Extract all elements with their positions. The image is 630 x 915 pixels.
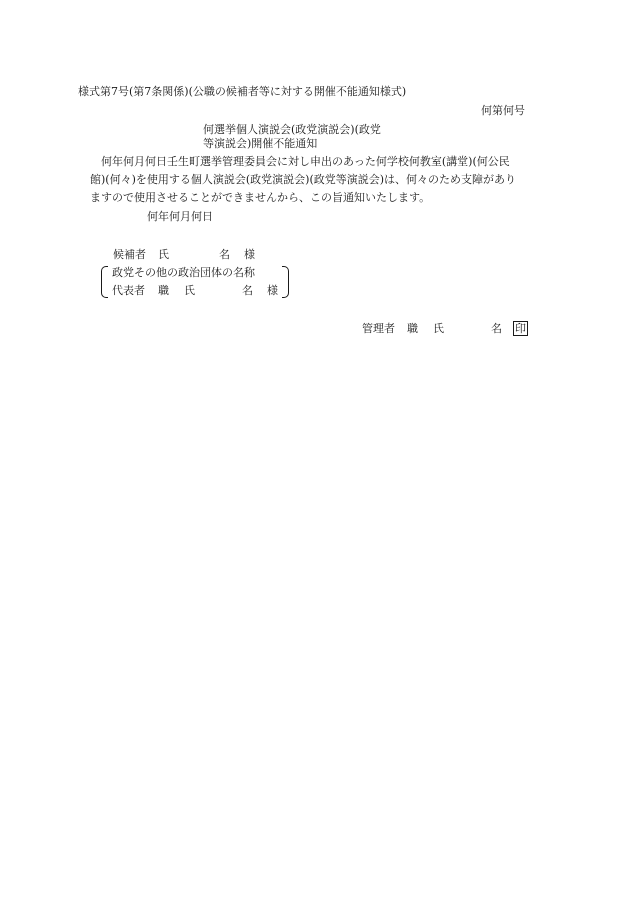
sender-given-name: 名	[491, 322, 502, 335]
representative-honorific: 様	[267, 284, 278, 297]
sender-family-name: 氏	[433, 322, 444, 335]
document-date: 何年何月何日	[147, 210, 213, 223]
organization-name: 政党その他の政治団体の名称	[112, 266, 255, 279]
candidate-given-name: 名	[219, 248, 230, 261]
left-bracket	[101, 266, 108, 298]
candidate-label: 候補者	[113, 248, 146, 261]
sender-title: 職	[407, 322, 418, 335]
subject-line-2: 等演説会)開催不能通知	[203, 137, 318, 150]
body-line-2: 館)(何々)を使用する個人演説会(政党演説会)(政党等演説会)は、何々のため支障があり	[90, 173, 517, 186]
representative-label: 代表者	[112, 284, 145, 297]
document-number: 何第何号	[481, 104, 525, 117]
representative-given-name: 名	[242, 284, 253, 297]
seal-stamp	[509, 321, 528, 336]
sender-label: 管理者	[362, 322, 395, 335]
candidate-honorific: 様	[244, 248, 255, 261]
seal-mark: 印	[515, 322, 526, 335]
right-bracket	[282, 266, 289, 298]
body-line-3: ますので使用させることができませんから、この旨通知いたします。	[90, 191, 431, 204]
representative-family-name: 氏	[184, 284, 195, 297]
candidate-family-name: 氏	[158, 248, 169, 261]
form-title: 様式第7号(第7条関係)(公職の候補者等に対する開催不能通知様式)	[78, 85, 407, 98]
subject-line-1: 何選挙個人演説会(政党演説会)(政党	[203, 123, 381, 136]
representative-title: 職	[158, 284, 169, 297]
body-line-1: 何年何月何日壬生町選挙管理委員会に対し申出のあった何学校何教室(講堂)(何公民	[101, 155, 510, 168]
